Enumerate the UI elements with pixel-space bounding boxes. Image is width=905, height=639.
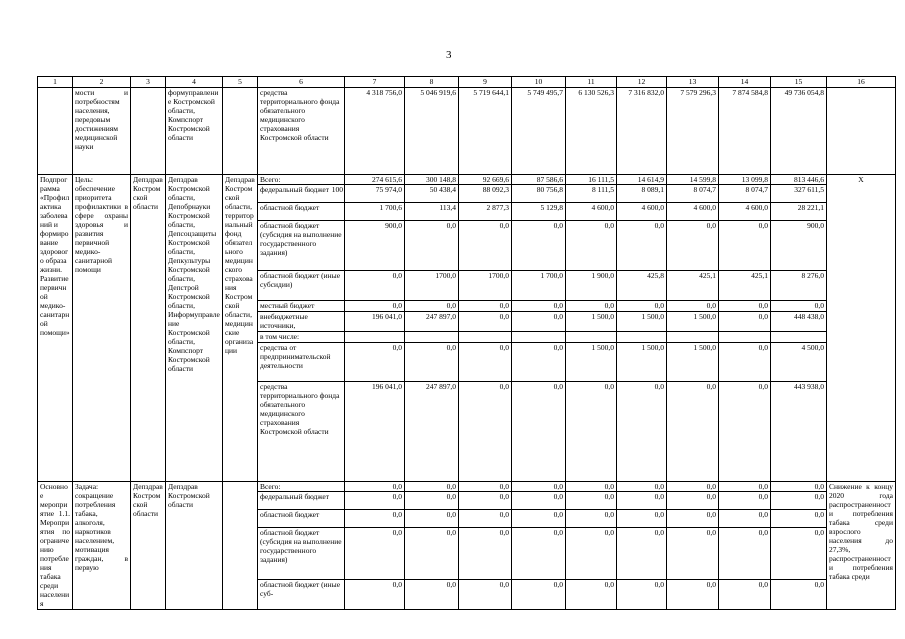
value-cell: 8 074,7 — [719, 185, 771, 203]
coexecutors-cell: Депздрав Костромской области, территориальный фонд обязательного медицинского страхования Костромской области, медицинские организации — [223, 175, 258, 482]
column-number: 9 — [459, 77, 512, 88]
value-cell: 0,0 — [566, 221, 617, 271]
value-cell: 0,0 — [667, 510, 719, 528]
executor-cell: Депздрав Костромской области — [131, 175, 166, 482]
source-label: областной бюджет — [258, 203, 345, 221]
value-cell: 0,0 — [617, 510, 667, 528]
stray-number: 100 — [331, 185, 343, 194]
value-cell: 28 221,1 — [771, 203, 827, 221]
value-cell: 0,0 — [512, 301, 566, 312]
value-cell: 75 974,0 — [345, 185, 405, 203]
value-cell: 0,0 — [719, 482, 771, 492]
source-label: средства территориального фонда обязательного медицинского страхования Костромской области — [258, 382, 345, 482]
value-cell: 0,0 — [405, 301, 459, 312]
source-label: областной бюджет (субсидия на выполнение государственного задания) — [258, 221, 345, 271]
value-cell: 0,0 — [405, 221, 459, 271]
value-cell: 8 111,5 — [566, 185, 617, 203]
value-cell: 8 276,0 — [771, 271, 827, 301]
value-cell: 4 318 756,0 — [345, 88, 405, 175]
value-cell: 1700,0 — [459, 271, 512, 301]
value-cell: 1 500,0 — [566, 343, 617, 382]
value-cell: 0,0 — [617, 382, 667, 482]
value-cell: 0,0 — [566, 580, 617, 610]
value-cell: 0,0 — [512, 343, 566, 382]
value-cell: 88 092,3 — [459, 185, 512, 203]
executor-cell: Депздрав Костромской области — [131, 482, 166, 610]
value-cell: 0,0 — [771, 528, 827, 580]
value-cell — [566, 332, 617, 343]
value-cell: 425,8 — [617, 271, 667, 301]
value-cell: 900,0 — [771, 221, 827, 271]
cell-empty — [131, 88, 166, 175]
value-cell: 425,1 — [667, 271, 719, 301]
value-cell: 50 438,4 — [405, 185, 459, 203]
value-cell — [667, 332, 719, 343]
value-cell: 7 316 832,0 — [617, 88, 667, 175]
value-cell — [771, 332, 827, 343]
value-cell: 0,0 — [719, 382, 771, 482]
value-cell: 0,0 — [345, 271, 405, 301]
value-cell: 0,0 — [405, 492, 459, 510]
value-cell: 0,0 — [345, 510, 405, 528]
value-cell: 0,0 — [771, 482, 827, 492]
source-label: внебюджетные источники, — [258, 312, 345, 332]
value-cell: 327 611,5 — [771, 185, 827, 203]
source-label: средства от предпринимательской деятельности — [258, 343, 345, 382]
value-cell: 16 111,5 — [566, 175, 617, 185]
value-cell: 0,0 — [719, 580, 771, 610]
source-label: Всего: — [258, 482, 345, 492]
cell-empty — [38, 88, 73, 175]
table-row — [38, 482, 896, 492]
value-cell: 92 669,6 — [459, 175, 512, 185]
financing-table — [37, 76, 896, 610]
column-number-row — [38, 77, 896, 88]
result-cell: X — [827, 175, 896, 482]
value-cell: 0,0 — [405, 528, 459, 580]
value-cell: 0,0 — [512, 312, 566, 332]
value-cell: 0,0 — [566, 382, 617, 482]
value-cell: 0,0 — [345, 492, 405, 510]
value-cell: 0,0 — [719, 343, 771, 382]
column-number: 13 — [667, 77, 719, 88]
value-cell: 425,1 — [719, 271, 771, 301]
value-cell: 7 579 296,3 — [667, 88, 719, 175]
value-cell: 80 756,8 — [512, 185, 566, 203]
value-cell: 4 600,0 — [617, 203, 667, 221]
value-cell: 14 614,9 — [617, 175, 667, 185]
value-cell: 4 500,0 — [771, 343, 827, 382]
column-number: 5 — [223, 77, 258, 88]
column-number: 8 — [405, 77, 459, 88]
column-number: 3 — [131, 77, 166, 88]
value-cell: 0,0 — [459, 528, 512, 580]
column-number: 10 — [512, 77, 566, 88]
column-number: 15 — [771, 77, 827, 88]
participants-cell: Депздрав Костромской области, Депобрнауки Костромской области, Депсоцзащиты Костромской области, Депкультуры Костромской области, Депстрой Костромской области, Информуправление Костромской области, Компспорт Костромской области — [166, 175, 223, 482]
column-number: 11 — [566, 77, 617, 88]
value-cell: 0,0 — [512, 580, 566, 610]
page-number: 3 — [446, 49, 452, 61]
value-cell: 0,0 — [405, 482, 459, 492]
value-cell: 0,0 — [345, 482, 405, 492]
value-cell: 196 041,0 — [345, 382, 405, 482]
value-cell: 14 599,8 — [667, 175, 719, 185]
value-cell: 0,0 — [617, 580, 667, 610]
value-cell: 1 700,6 — [345, 203, 405, 221]
source-label: областной бюджет (иные субсидии) — [258, 271, 345, 301]
task-cell: Задача: сокращение потребления табака, алкоголя, наркотиков населением, мотивация граждан, в первую — [73, 482, 131, 610]
value-cell: 13 099,8 — [719, 175, 771, 185]
subprogram-name: Подпрограмма «Профилактика заболеваний и формирование здорового образа жизни. Развитие первичной медико-санитарной помощи» — [38, 175, 73, 482]
value-cell: 0,0 — [719, 528, 771, 580]
source-label: федеральный бюджет 100 — [258, 185, 345, 203]
value-cell: 300 148,8 — [405, 175, 459, 185]
table-row — [38, 175, 896, 185]
value-cell: 1 900,0 — [566, 271, 617, 301]
value-cell: 4 600,0 — [566, 203, 617, 221]
value-cell: 0,0 — [667, 221, 719, 271]
source-label: в том числе: — [258, 332, 345, 343]
value-cell: 0,0 — [566, 528, 617, 580]
value-cell: 5 749 495,7 — [512, 88, 566, 175]
value-cell: 0,0 — [667, 482, 719, 492]
value-cell: 0,0 — [459, 301, 512, 312]
value-cell: 0,0 — [459, 482, 512, 492]
column-number: 7 — [345, 77, 405, 88]
value-cell: 0,0 — [512, 382, 566, 482]
value-cell: 443 938,0 — [771, 382, 827, 482]
value-cell: 0,0 — [771, 492, 827, 510]
value-cell — [459, 332, 512, 343]
column-number: 4 — [166, 77, 223, 88]
column-number: 2 — [73, 77, 131, 88]
source-label: областной бюджет — [258, 510, 345, 528]
value-cell: 196 041,0 — [345, 312, 405, 332]
value-cell: 2 877,3 — [459, 203, 512, 221]
value-cell: 0,0 — [667, 382, 719, 482]
source-label: Всего: — [258, 175, 345, 185]
value-cell: 274 615,6 — [345, 175, 405, 185]
value-cell: 0,0 — [617, 482, 667, 492]
value-cell — [719, 332, 771, 343]
value-cell: 7 874 584,8 — [719, 88, 771, 175]
value-cell: 0,0 — [459, 312, 512, 332]
value-cell: 4 600,0 — [667, 203, 719, 221]
value-cell: 0,0 — [512, 528, 566, 580]
value-cell: 247 897,0 — [405, 312, 459, 332]
value-cell: 6 130 526,3 — [566, 88, 617, 175]
goal-cell: мости и потребностям населения, передовым достижениям медицинской науки — [73, 88, 131, 175]
value-cell: 0,0 — [719, 301, 771, 312]
value-cell: 448 438,0 — [771, 312, 827, 332]
value-cell — [617, 332, 667, 343]
value-cell: 0,0 — [512, 221, 566, 271]
value-cell: 5 719 644,1 — [459, 88, 512, 175]
value-cell: 1 500,0 — [566, 312, 617, 332]
value-cell: 0,0 — [345, 343, 405, 382]
value-cell: 0,0 — [459, 580, 512, 610]
value-cell: 0,0 — [617, 528, 667, 580]
value-cell: 1 500,0 — [667, 343, 719, 382]
column-number: 12 — [617, 77, 667, 88]
value-cell: 0,0 — [566, 510, 617, 528]
value-cell: 0,0 — [405, 343, 459, 382]
value-cell: 4 600,0 — [719, 203, 771, 221]
value-cell: 0,0 — [719, 510, 771, 528]
value-cell — [345, 332, 405, 343]
value-cell: 0,0 — [667, 580, 719, 610]
value-cell: 1 500,0 — [617, 343, 667, 382]
participants-cell: формуправление Костромской области, Компспорт Костромской области — [166, 88, 223, 175]
source-label: областной бюджет (субсидия на выполнение государственного задания) — [258, 528, 345, 580]
value-cell: 1 700,0 — [512, 271, 566, 301]
value-cell: 0,0 — [405, 510, 459, 528]
value-cell: 0,0 — [771, 301, 827, 312]
value-cell: 0,0 — [512, 482, 566, 492]
value-cell: 813 446,6 — [771, 175, 827, 185]
value-cell: 1700,0 — [405, 271, 459, 301]
value-cell: 0,0 — [719, 312, 771, 332]
goal-cell: Цель: обеспечение приоритета профилактики в сфере охраны здоровья и развития первичной медико-санитарной помощи — [73, 175, 131, 482]
value-cell: 0,0 — [459, 492, 512, 510]
value-cell: 0,0 — [459, 382, 512, 482]
value-cell: 0,0 — [617, 301, 667, 312]
value-cell — [512, 332, 566, 343]
value-cell: 1 500,0 — [617, 312, 667, 332]
cell-empty — [223, 88, 258, 175]
participants-cell: Депздрав Костромской области — [166, 482, 223, 610]
expected-result: Снижение к концу 2020 года распространенности потребления табака среди взрослого населения до 27,3%, распространенности потребления табака среди — [827, 482, 896, 610]
value-cell: 0,0 — [719, 221, 771, 271]
column-number: 16 — [827, 77, 896, 88]
measure-name: Основное мероприятие 1.1. Мероприятия по ограничению потребления табака среди населения — [38, 482, 73, 610]
value-cell: 0,0 — [405, 580, 459, 610]
value-cell: 0,0 — [345, 301, 405, 312]
value-cell: 247 897,0 — [405, 382, 459, 482]
value-cell: 0,0 — [771, 510, 827, 528]
source-label: местный бюджет — [258, 301, 345, 312]
value-cell: 0,0 — [459, 221, 512, 271]
value-cell: 0,0 — [617, 221, 667, 271]
value-cell: 0,0 — [459, 343, 512, 382]
value-cell: 0,0 — [566, 482, 617, 492]
value-cell: 8 089,1 — [617, 185, 667, 203]
value-cell: 0,0 — [566, 492, 617, 510]
column-number: 6 — [258, 77, 345, 88]
cell-empty — [223, 482, 258, 610]
table-row — [38, 88, 896, 175]
value-cell: 0,0 — [667, 301, 719, 312]
value-cell: 0,0 — [566, 301, 617, 312]
value-cell: 5 129,8 — [512, 203, 566, 221]
value-cell: 0,0 — [667, 528, 719, 580]
value-cell: 0,0 — [719, 492, 771, 510]
source-label: федеральный бюджет — [258, 492, 345, 510]
value-cell: 0,0 — [512, 510, 566, 528]
value-cell: 5 046 919,6 — [405, 88, 459, 175]
value-cell: 900,0 — [345, 221, 405, 271]
value-cell: 49 736 054,8 — [771, 88, 827, 175]
value-cell: 0,0 — [345, 528, 405, 580]
value-cell — [405, 332, 459, 343]
value-cell: 0,0 — [667, 492, 719, 510]
source-label: средства территориального фонда обязательного медицинского страхования Костромской области — [258, 88, 345, 175]
value-cell: 8 074,7 — [667, 185, 719, 203]
source-label: областной бюджет (иные суб- — [258, 580, 345, 610]
column-number: 14 — [719, 77, 771, 88]
value-cell: 0,0 — [345, 580, 405, 610]
value-cell: 0,0 — [512, 492, 566, 510]
value-cell: 87 586,6 — [512, 175, 566, 185]
value-cell: 0,0 — [459, 510, 512, 528]
value-cell: 0,0 — [771, 580, 827, 610]
value-cell: 1 500,0 — [667, 312, 719, 332]
cell-empty — [827, 88, 896, 175]
value-cell: 113,4 — [405, 203, 459, 221]
value-cell: 0,0 — [617, 492, 667, 510]
column-number: 1 — [38, 77, 73, 88]
